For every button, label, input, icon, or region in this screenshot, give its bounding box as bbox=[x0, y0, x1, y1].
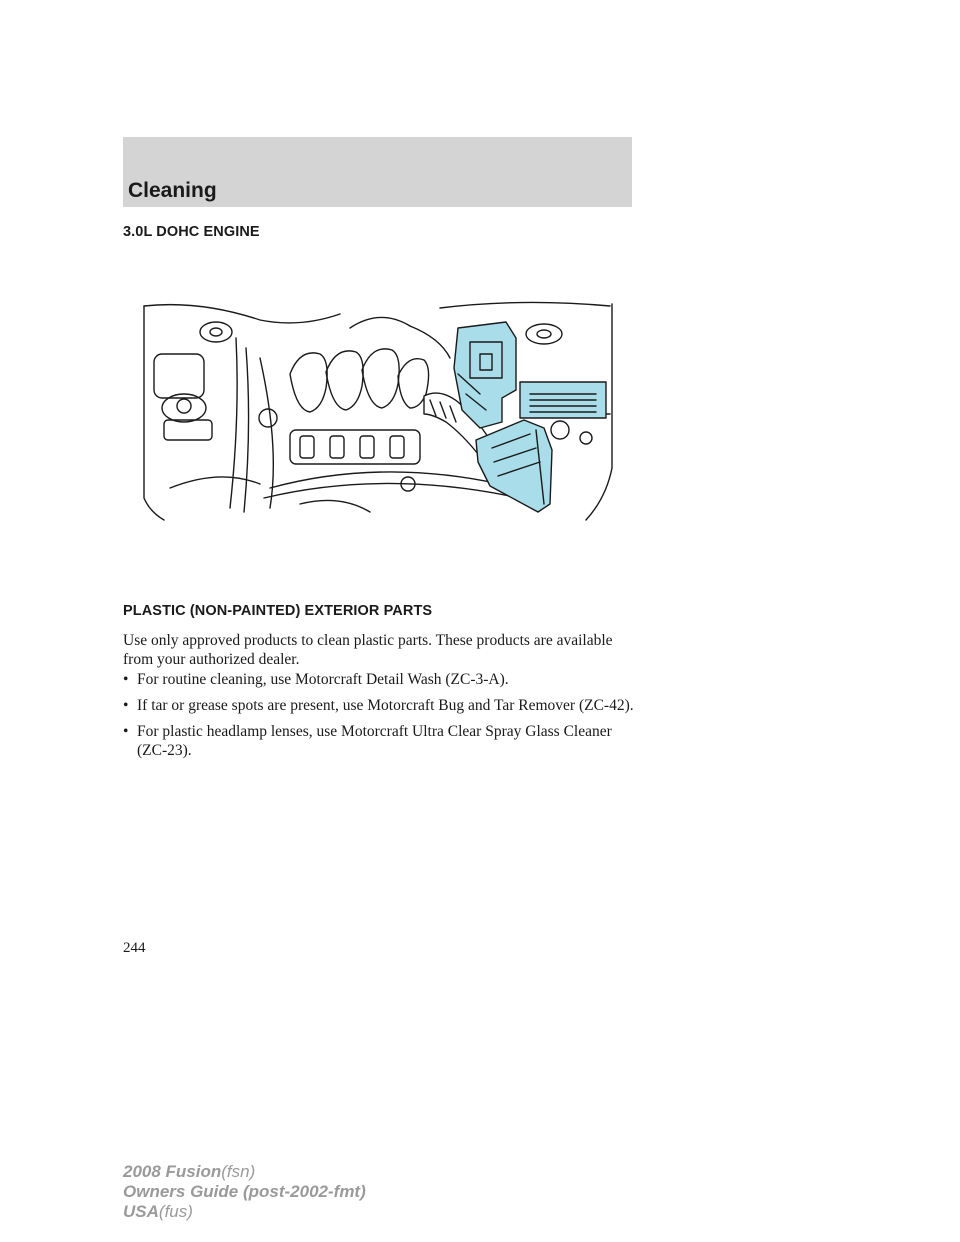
page-number: 244 bbox=[123, 940, 146, 956]
footer-model-code: (fsn) bbox=[221, 1162, 256, 1181]
bullet-dot: • bbox=[123, 723, 129, 740]
list-item-text: For routine cleaning, use Motorcraft Detail Wash (ZC-3-A). bbox=[137, 671, 509, 688]
list-item-text: If tar or grease spots are present, use Motorcraft Bug and Tar Remover (ZC-42). bbox=[137, 697, 634, 714]
bullet-dot: • bbox=[123, 697, 129, 714]
footer-market: USA bbox=[123, 1202, 159, 1221]
list-item bbox=[123, 722, 643, 760]
document-footer bbox=[123, 1162, 366, 1222]
plastic-parts-heading: PLASTIC (NON-PAINTED) EXTERIOR PARTS bbox=[123, 603, 433, 619]
section-title: Cleaning bbox=[128, 179, 217, 202]
list-item bbox=[123, 670, 643, 689]
plastic-parts-intro: Use only approved products to clean plastic parts. These products are available from your authorized dealer. bbox=[123, 632, 613, 668]
cleaning-products-list bbox=[123, 670, 643, 767]
engine-heading: 3.0L DOHC ENGINE bbox=[123, 224, 260, 240]
engine-compartment-figure bbox=[140, 298, 616, 522]
footer-model: 2008 Fusion bbox=[123, 1162, 222, 1181]
footer-guide: Owners Guide (post-2002-fmt) bbox=[123, 1182, 366, 1201]
footer-market-code: (fus) bbox=[158, 1202, 193, 1221]
bullet-dot: • bbox=[123, 671, 129, 688]
list-item-text: For plastic headlamp lenses, use Motorcraft Ultra Clear Spray Glass Cleaner (ZC-23). bbox=[137, 723, 612, 759]
engine-compartment-illustration-icon bbox=[140, 298, 616, 522]
list-item bbox=[123, 696, 643, 715]
